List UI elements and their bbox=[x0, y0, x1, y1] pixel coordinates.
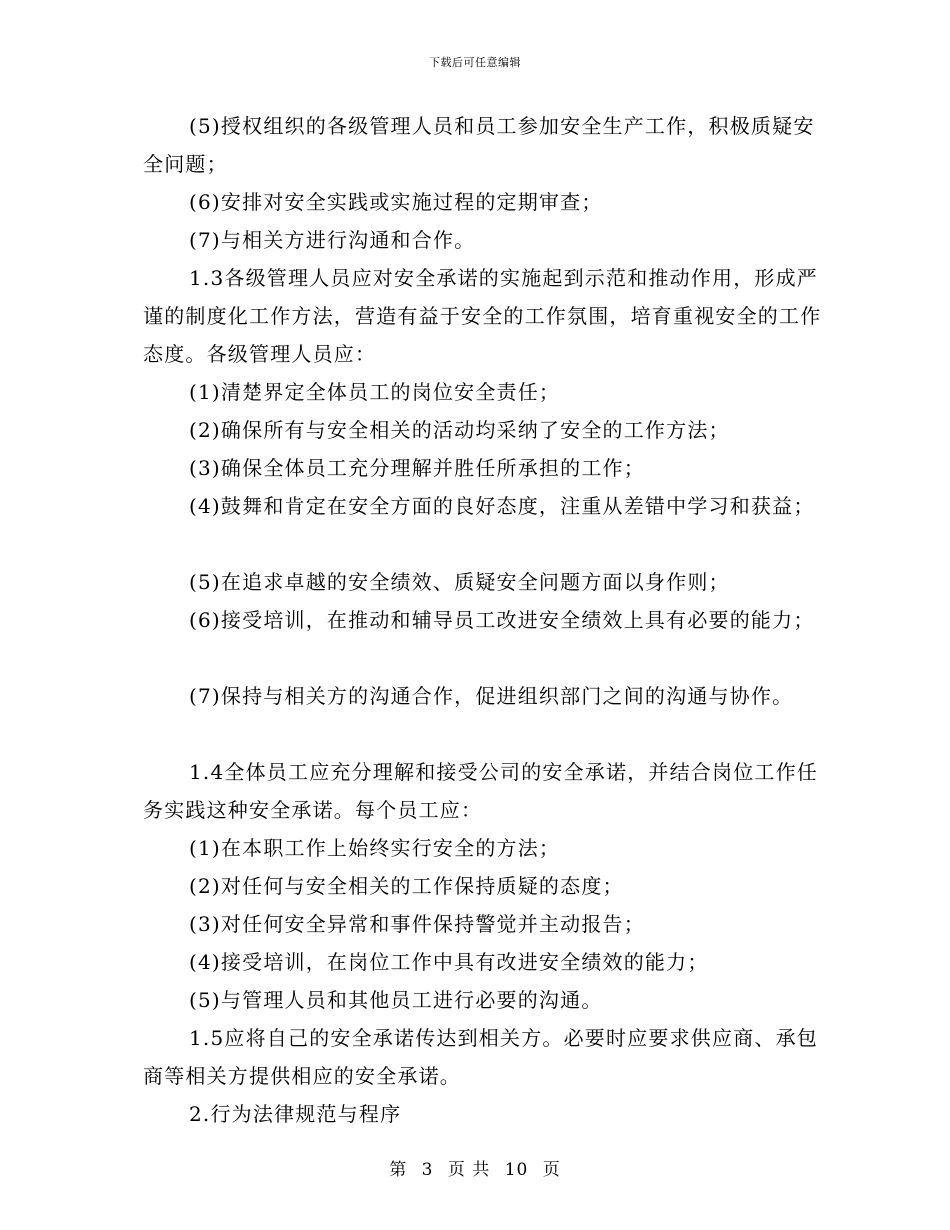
paragraph: (2)确保所有与安全相关的活动均采纳了安全的工作方法； bbox=[189, 418, 730, 442]
paragraph: (7)保持与相关方的沟通合作，促进组织部门之间的沟通与协作。 bbox=[189, 684, 794, 708]
paragraph: (1)在本职工作上始终实行安全的方法； bbox=[189, 836, 561, 860]
footer-suffix: 页 bbox=[542, 1160, 561, 1180]
paragraph: (3)确保全体员工充分理解并胜任所承担的工作； bbox=[189, 456, 645, 480]
blank-line bbox=[143, 525, 823, 563]
page-header: 下载后可任意编辑 bbox=[429, 56, 521, 69]
current-page-number: 3 bbox=[421, 1160, 434, 1180]
paragraph: (4)鼓舞和肯定在安全方面的良好态度，注重从差错中学习和获益； bbox=[189, 494, 815, 518]
paragraph: (5)在追求卓越的安全绩效、质疑安全问题方面以身作则； bbox=[189, 570, 730, 594]
page-footer bbox=[0, 1155, 950, 1180]
blank-line bbox=[143, 715, 823, 753]
paragraph: (5)授权组织的各级管理人员和员工参加安全生产工作，积极质疑安全问题； bbox=[143, 114, 815, 176]
footer-middle: 页 共 bbox=[447, 1160, 491, 1180]
paragraph: 1.4全体员工应充分理解和接受公司的安全承诺，并结合岗位工作任务实践这种安全承诺。每个员工应： bbox=[143, 760, 819, 822]
paragraph: (3)对任何安全异常和事件保持警觉并主动报告； bbox=[189, 912, 645, 936]
paragraph: (6)安排对安全实践或实施过程的定期审查； bbox=[189, 190, 603, 214]
blank-line bbox=[143, 639, 823, 677]
paragraph: (7)与相关方进行沟通和合作。 bbox=[189, 228, 476, 252]
paragraph: (1)清楚界定全体员工的岗位安全责任； bbox=[189, 380, 561, 404]
paragraph: (4)接受培训，在岗位工作中具有改进安全绩效的能力； bbox=[189, 950, 709, 974]
total-pages-number: 10 bbox=[504, 1160, 529, 1180]
footer-prefix: 第 bbox=[389, 1160, 408, 1180]
section-heading: 2.行为法律规范与程序 bbox=[189, 1102, 402, 1126]
paragraph: 1.5应将自己的安全承诺传达到相关方。必要时应要求供应商、承包商等相关方提供相应的安全承诺。 bbox=[143, 1026, 819, 1088]
paragraph: (6)接受培训，在推动和辅导员工改进安全绩效上具有必要的能力； bbox=[189, 608, 815, 632]
paragraph: 1.3各级管理人员应对安全承诺的实施起到示范和推动作用，形成严谨的制度化工作方法，营造有益于安全的工作氛围，培育重视安全的工作态度。各级管理人员应： bbox=[143, 266, 822, 366]
paragraph: (5)与管理人员和其他员工进行必要的沟通。 bbox=[189, 988, 603, 1012]
paragraph: (2)对任何与安全相关的工作保持质疑的态度； bbox=[189, 874, 624, 898]
document-body bbox=[143, 107, 823, 1133]
